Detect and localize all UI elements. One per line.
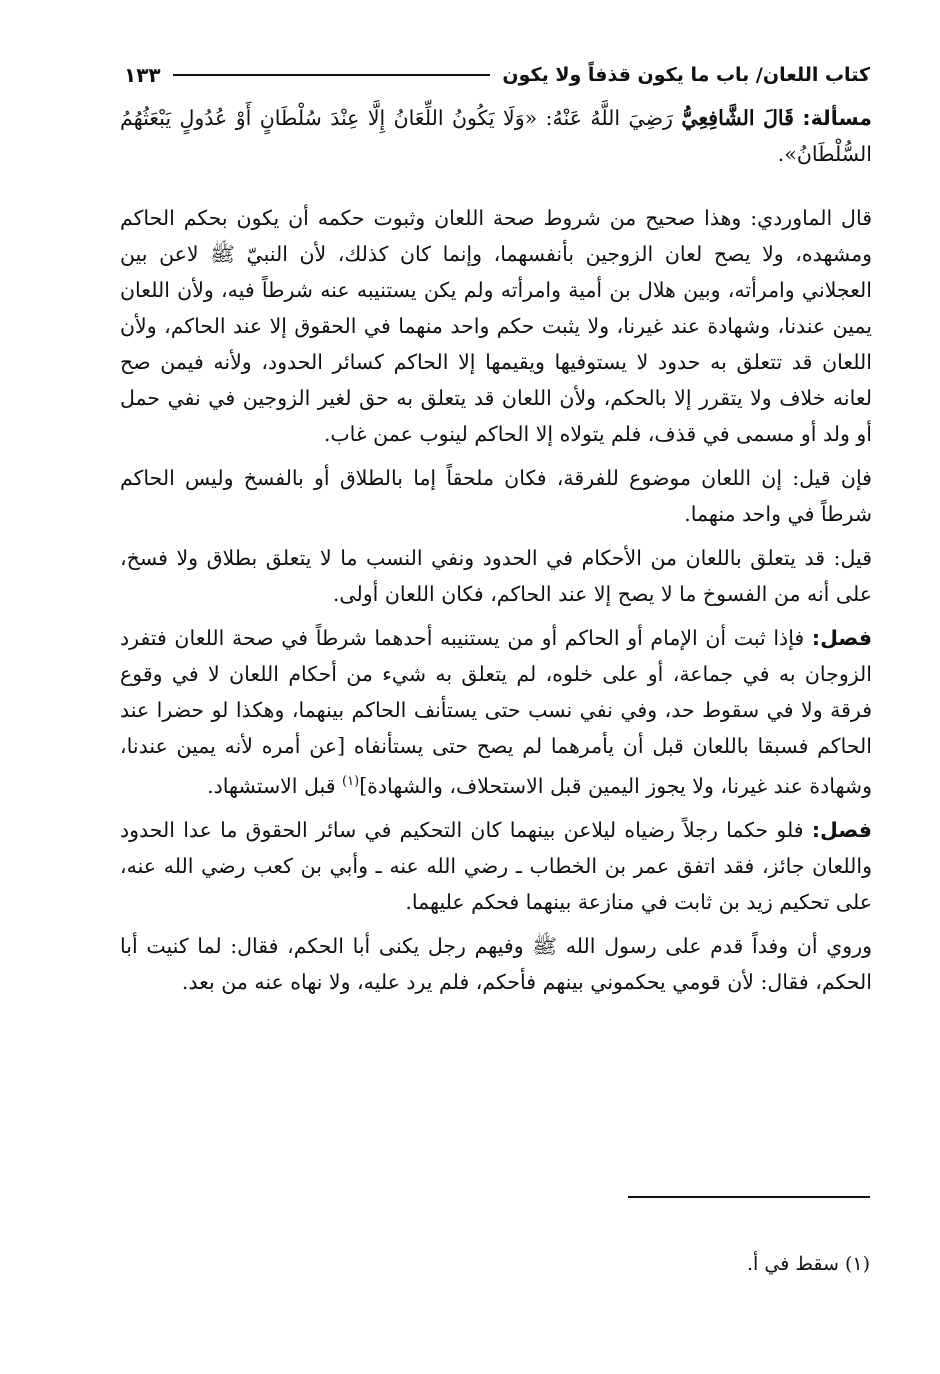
paragraph-objection: فإن قيل: إن اللعان موضوع للفرقة، فكان ملحقاً إما بالطلاق أو بالفسخ وليس الحاكم شرطاً في واحد منهما.	[120, 466, 872, 526]
masala-said: قَالَ	[763, 106, 794, 130]
fasl-paragraph-1	[120, 620, 872, 804]
footnote-marker: (١)	[342, 774, 360, 789]
header-title: كتاب اللعان/ باب ما يكون قذفاً ولا يكون	[502, 64, 870, 86]
masala-name: الشَّافِعِيُّ	[681, 106, 755, 130]
page-body	[120, 100, 872, 1008]
paragraph-mawardi: قال الماوردي: وهذا صحيح من شروط صحة اللعان وثبوت حكمه أن يكون بحكم الحاكم ومشهده، ولا يصح لعان الزوجين بأنفسهما، وإنما كان كذلك، لأن النبيّ ﷺ لاعن بين العجلاني وامرأته، وبين هلال بن أمية وامرأته ولم يكن يستنيبه عنه شرطاً فيه، ولأن اللعان يمين عندنا، وشهادة عند غيرنا، ولا يثبت حكم واحد منهما في الحقوق إلا عند الحاكم، ولأن اللعان قد تتعلق به حدود لا يستوفيها ويقيمها إلا الحاكم كسائر الحدود، ولأنه فيمن صح لعانه خلاف ولا يتقرر إلا بالحكم، ولأن اللعان قد يتعلق به حق لغير الزوجين في نفي حمل أو ولد أو مسمى في قذف، فلم يتولاه إلا الحاكم لينوب عمن غاب.	[120, 206, 872, 446]
running-header	[124, 58, 870, 92]
fasl-paragraph-2	[120, 812, 872, 920]
paragraph-delegation: وروي أن وفداً قدم على رسول الله ﷺ وفيهم رجل يكنى أبا الحكم، فقال: لما كنيت أبا الحكم، فقال: لأن قومي يحكموني بينهم فأحكم، فلم يرد عليه، ولا نهاه عنه من بعد.	[120, 933, 872, 994]
masala-label: مسألة:	[802, 106, 872, 130]
footnote-rule	[628, 1196, 870, 1198]
fasl-label-1: فصل:	[811, 626, 872, 650]
fasl-text-2: فلو حكما رجلاً رضياه ليلاعن بينهما كان التحكيم في سائر الحقوق ما عدا الحدود واللعان جائز، فقد اتفق عمر بن الخطاب ـ رضي الله عنه ـ وأبي بن كعب رضي الله عنه، على تحكيم زيد بن ثابت في منازعة بينهما فحكم عليهما.	[120, 817, 872, 914]
fasl-tail-1: قبل الاستشهاد.	[207, 773, 343, 798]
masala-text: رَضِيَ اللَّهُ عَنْهُ: «وَلَا يَكُونُ اللِّعَانُ إِلَّا عِنْدَ سُلْطَانٍ أَوْ عُدُولٍ يَبْعَثُهُمُ السُّلْطَانُ».	[120, 106, 872, 166]
fasl-label-2: فصل:	[811, 817, 872, 842]
paragraph-reply: قيل: قد يتعلق باللعان من الأحكام في الحدود ونفي النسب ما لا يتعلق بطلاق ولا فسخ، على أنه من الفسوخ ما لا يصح إلا عند الحاكم، فكان اللعان أولى.	[120, 546, 872, 606]
header-rule	[173, 74, 491, 76]
footnote: (١) سقط في أ.	[747, 1253, 870, 1275]
fasl-text-1: فإذا ثبت أن الإمام أو الحاكم أو من يستنيبه أحدهما شرطاً في صحة اللعان فتفرد الزوجان به في جماعة، أو على خلوه، لم يتعلق به شيء من أحكام اللعان لا في وقوع فرقة ولا في سقوط حد، وفي نفي نسب حتى يستأنف الحاكم بينهما، وهكذا لو حضرا عند الحاكم فسبقا باللعان قبل أن يأمرهما لم يصح حتى يستأنفاه [عن أمره لأنه يمين عندنا، وشهادة عند غيرنا، ولا يجوز اليمين قبل الاستحلاف، والشهادة]	[120, 626, 872, 798]
page-number: ١٣٣	[124, 63, 161, 87]
masala-paragraph	[120, 100, 872, 172]
